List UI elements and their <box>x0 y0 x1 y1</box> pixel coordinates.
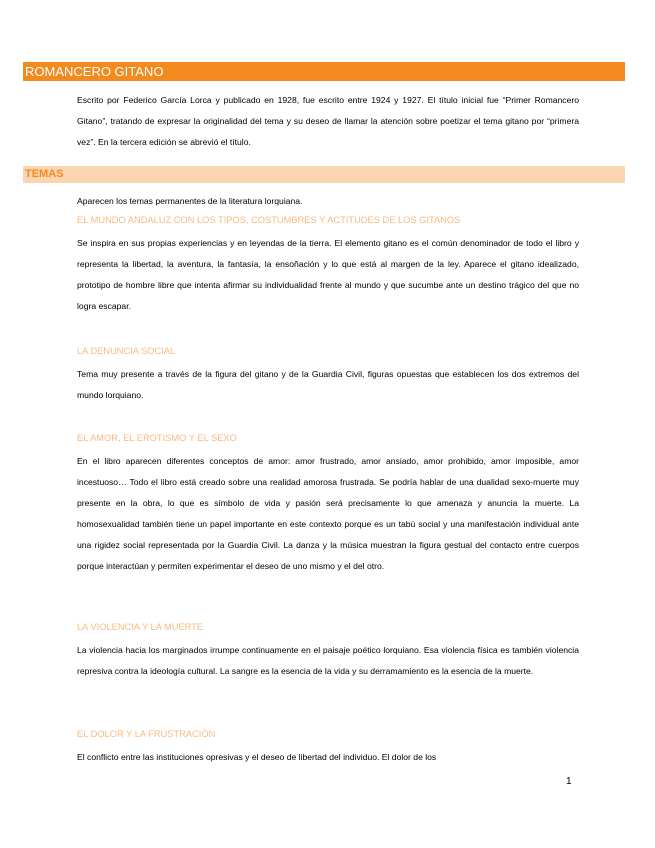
section-title-dolor: EL DOLOR Y LA FRUSTRACIÓN <box>77 729 216 739</box>
section-text-mundo-andaluz: Se inspira en sus propias experiencias y en leyendas de la tierra. El elemento gitano es el común denominador de todo el libro y representa la libertad, la aventura, la fantasía, la ensoñación y lo que está al margen de la ley. Aparece el gitano idealizado, prototipo de hombre libre que intenta afirmar su individualidad frente al mundo y que sucumbe ante un destino trágico del que no logra escapar. <box>77 238 579 311</box>
section-title-denuncia-social: LA DENUNCIA SOCIAL <box>77 346 176 356</box>
section-text-denuncia-social: Tema muy presente a través de la figura del gitano y de la Guardia Civil, figuras opuestas que establecen los dos extremos del mundo lorquiano. <box>77 369 579 400</box>
page-number: 1 <box>566 776 572 787</box>
title-heading: ROMANCERO GITANO <box>23 62 625 81</box>
section-title-mundo-andaluz: EL MUNDO ANDALUZ CON LOS TIPOS, COSTUMBRES Y ACTITUDES DE LOS GITANOS <box>77 215 461 225</box>
section-title-amor: EL AMOR, EL EROTISMO Y EL SEXO <box>77 433 237 443</box>
section-text-violencia: La violencia hacia los marginados irrumpe continuamente en el paisaje poético lorquiano. Esa violencia física es también violencia represiva contra la ideología cultural. La sangre es la esencia de la vida y su derramamiento es la esencia de la muerte. <box>77 645 579 676</box>
section-text-amor: En el libro aparecen diferentes conceptos de amor: amor frustrado, amor ansiado, amor prohibido, amor imposible, amor incestuoso… Todo el libro está creado sobre una realidad amorosa frustrada. Se podría hablar de una dualidad sexo-muerte muy presente en la obra, lo que es símbolo de vida y pasión será precisamente lo que amenaza y anuncia la muerte. La homosexualidad también tiene un papel importante en este contexto porque es un tabú social y una manifestación individual ante una rigidez social representada por la Guardia Civil. La danza y la música muestran la figura gestual del contacto entre cuerpos porque interactúan y permiten experimentar el deseo de uno mismo y el del otro. <box>77 456 579 571</box>
intro-paragraph: Escrito por Federico García Lorca y publicado en 1928, fue escrito entre 1924 y 1927. El título inicial fue “Primer Romancero Gitano”, tratando de expresar la originalidad del tema y su deseo de llamar la atención sobre poetizar el tema gitano por “primera vez”. En la tercera edición se abrevió el título. <box>77 95 579 147</box>
temas-heading: TEMAS <box>23 166 625 183</box>
temas-lead: Aparecen los temas permanentes de la literatura lorquiana. <box>77 196 303 206</box>
section-text-dolor: El conflicto entre las instituciones opresivas y el deseo de libertad del individuo. El dolor de los <box>77 752 437 762</box>
section-title-violencia: LA VIOLENCIA Y LA MUERTE <box>77 622 204 632</box>
